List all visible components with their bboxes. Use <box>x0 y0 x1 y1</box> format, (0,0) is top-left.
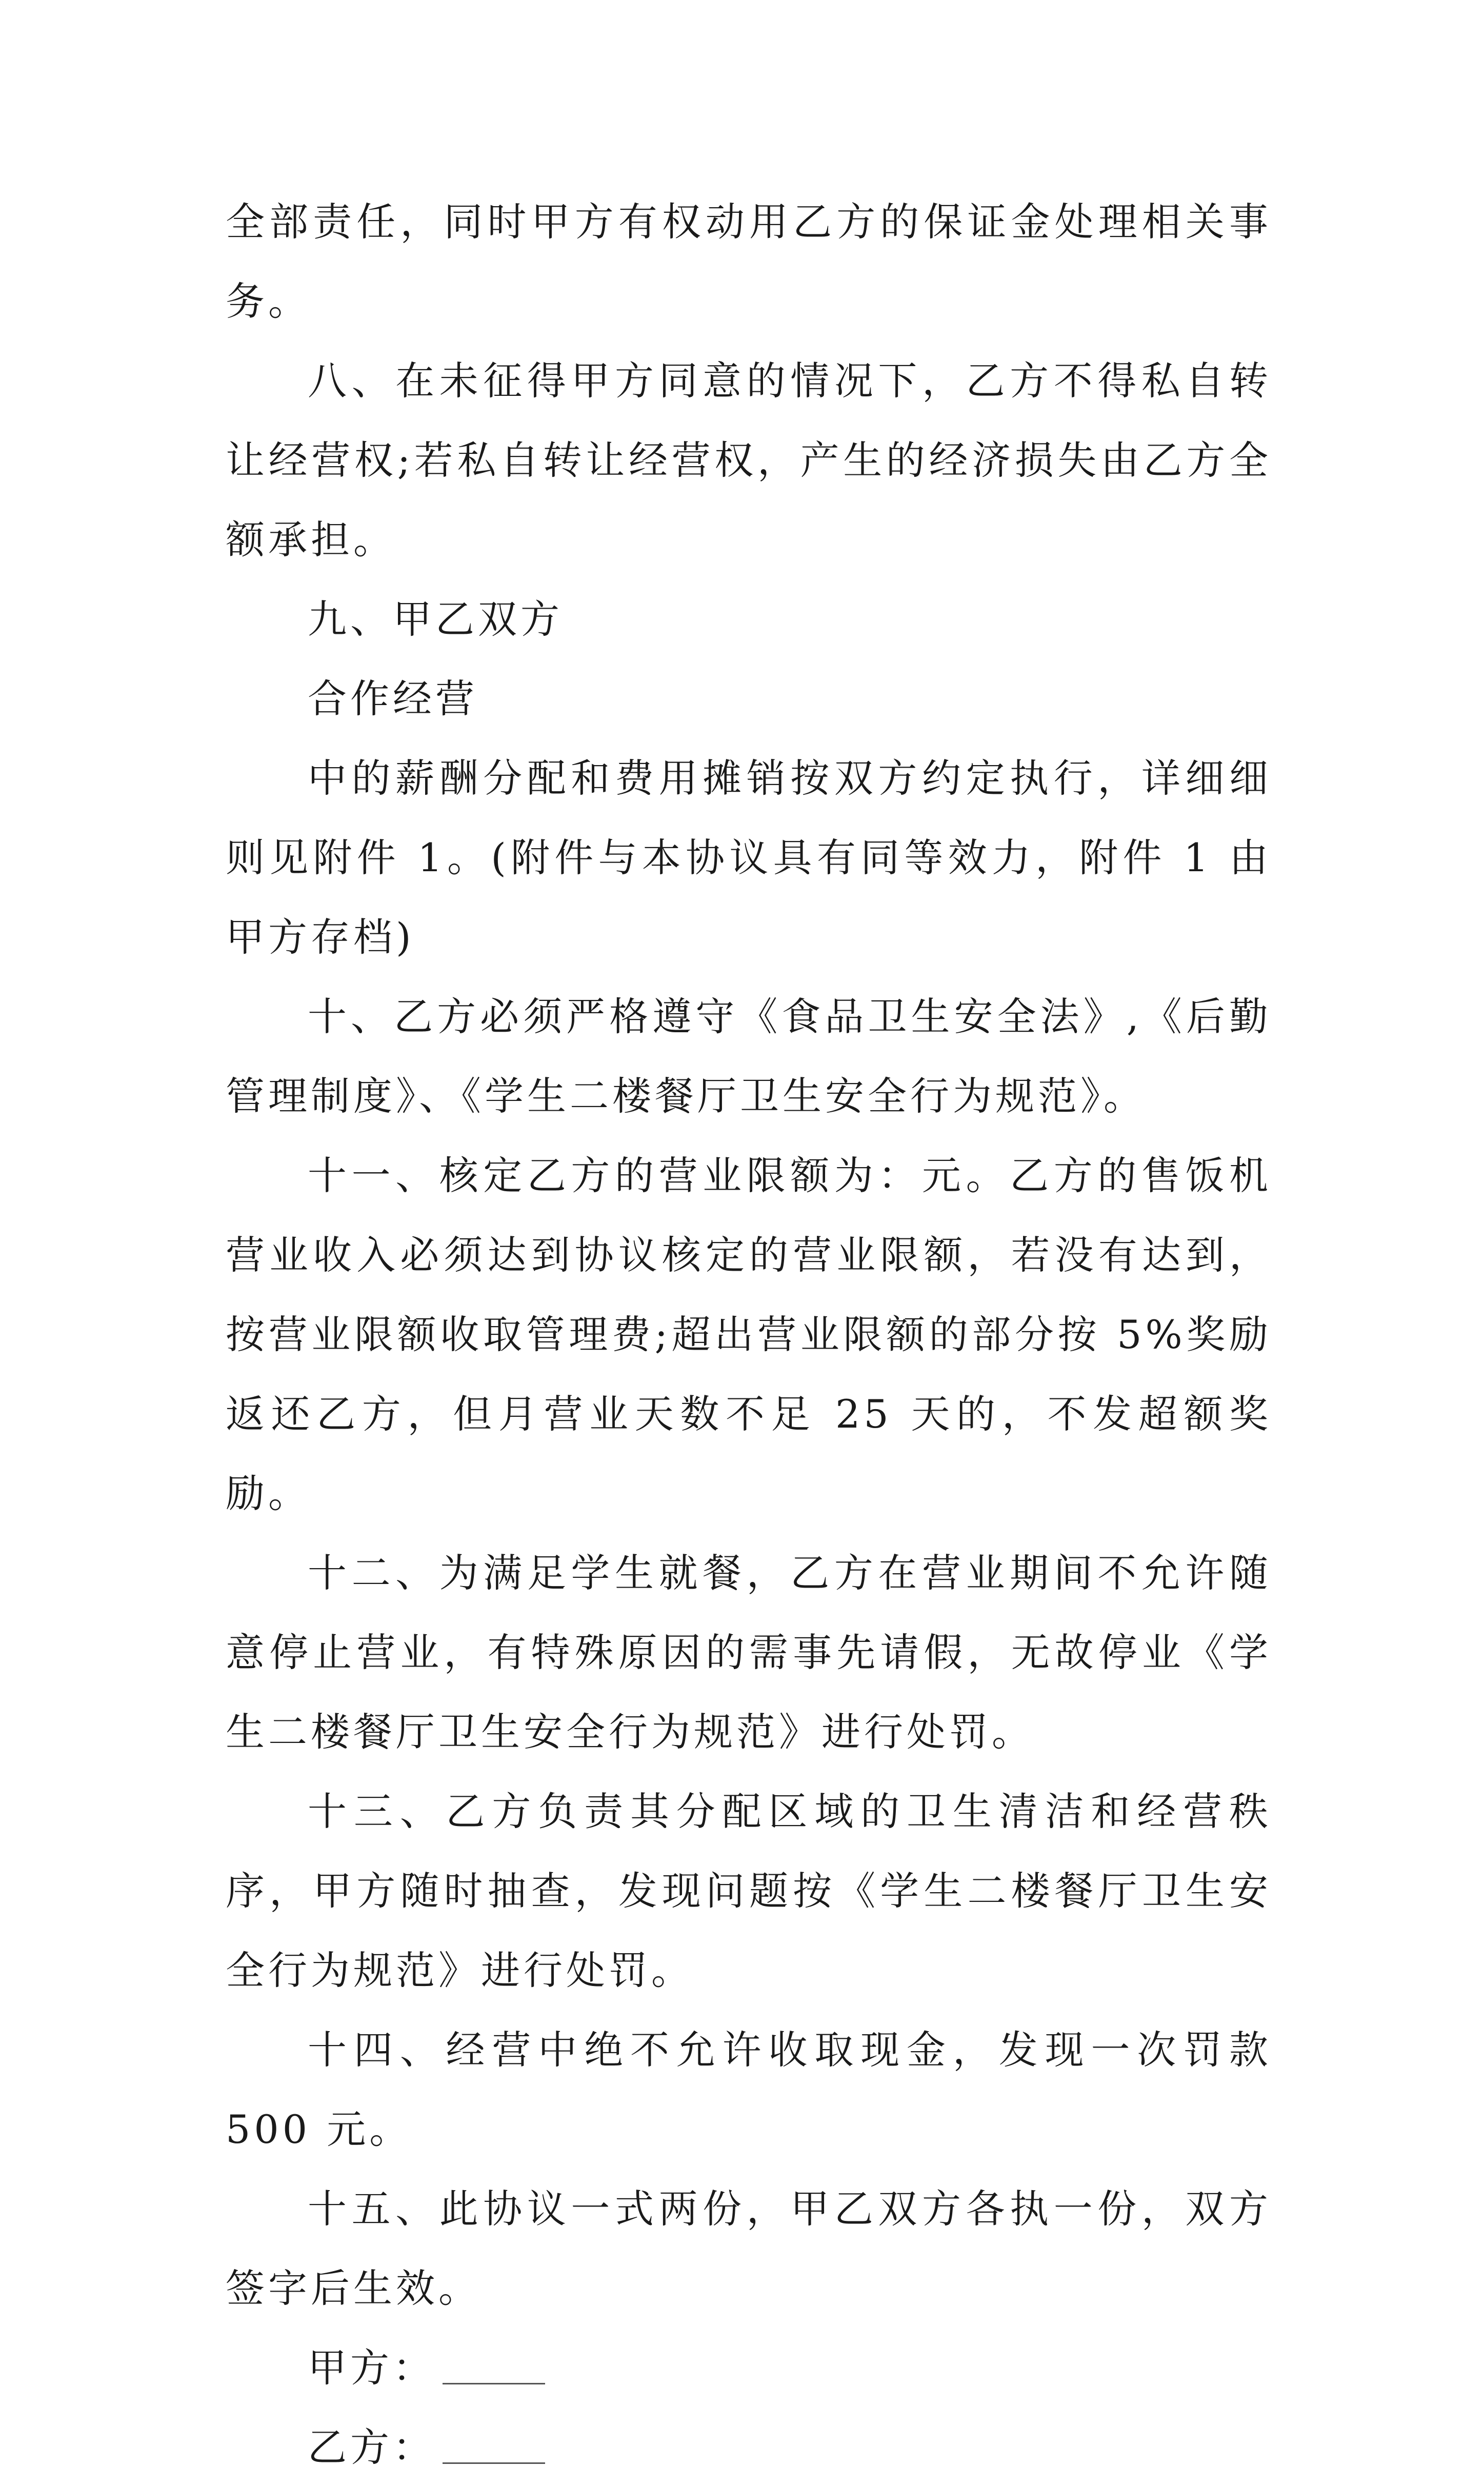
paragraph-responsibility: 全部责任，同时甲方有权动用乙方的保证金处理相关事务。 <box>226 199 1272 324</box>
clause-12: 十二、为满足学生就餐，乙方在营业期间不允许随意停止营业，有特殊原因的需事先请假，无故停业《学生二楼餐厅卫生安全行为规范》进行处罚。 <box>226 1550 1272 1755</box>
clause-15: 十五、此协议一式两份，甲乙双方各执一份，双方签字后生效。 <box>226 2186 1272 2311</box>
clause-14: 十四、经营中绝不允许收取现金，发现一次罚款 500 元。 <box>226 2027 1272 2152</box>
clause-11: 十一、核定乙方的营业限额为：元。乙方的售饭机营业收入必须达到协议核定的营业限额，若没有达到，按营业限额收取管理费;超出营业限额的部分按 5%奖励返还乙方，但月营业天数不足 25 天的，不发超额奖励。 <box>226 1153 1272 1516</box>
party-a-label: 甲方： <box>308 2345 435 2391</box>
clause-9-heading: 九、甲乙双方 <box>308 596 563 642</box>
party-a-signature-blank[interactable] <box>443 2352 545 2384</box>
clause-8: 八、在未征得甲方同意的情况下，乙方不得私自转让经营权;若私自转让经营权，产生的经济损失由乙方全额承担。 <box>226 358 1272 563</box>
document-body <box>226 182 1272 2487</box>
party-a-signature-line <box>226 2328 1272 2408</box>
clause-10: 十、乙方必须严格遵守《食品卫生安全法》,《后勤管理制度》、《学生二楼餐厅卫生安全行为规范》。 <box>226 994 1272 1119</box>
party-b-label: 乙方： <box>308 2424 435 2470</box>
clause-9-subheading: 合作经营 <box>308 676 478 721</box>
party-b-signature-blank[interactable] <box>443 2432 545 2464</box>
party-b-signature-line <box>226 2408 1272 2487</box>
clause-9-body: 中的薪酬分配和费用摊销按双方约定执行，详细细则见附件 1。(附件与本协议具有同等效力，附件 1 由甲方存档) <box>226 755 1272 960</box>
clause-13: 十三、乙方负责其分配区域的卫生清洁和经营秩序，甲方随时抽查，发现问题按《学生二楼餐厅卫生安全行为规范》进行处罚。 <box>226 1789 1272 1993</box>
